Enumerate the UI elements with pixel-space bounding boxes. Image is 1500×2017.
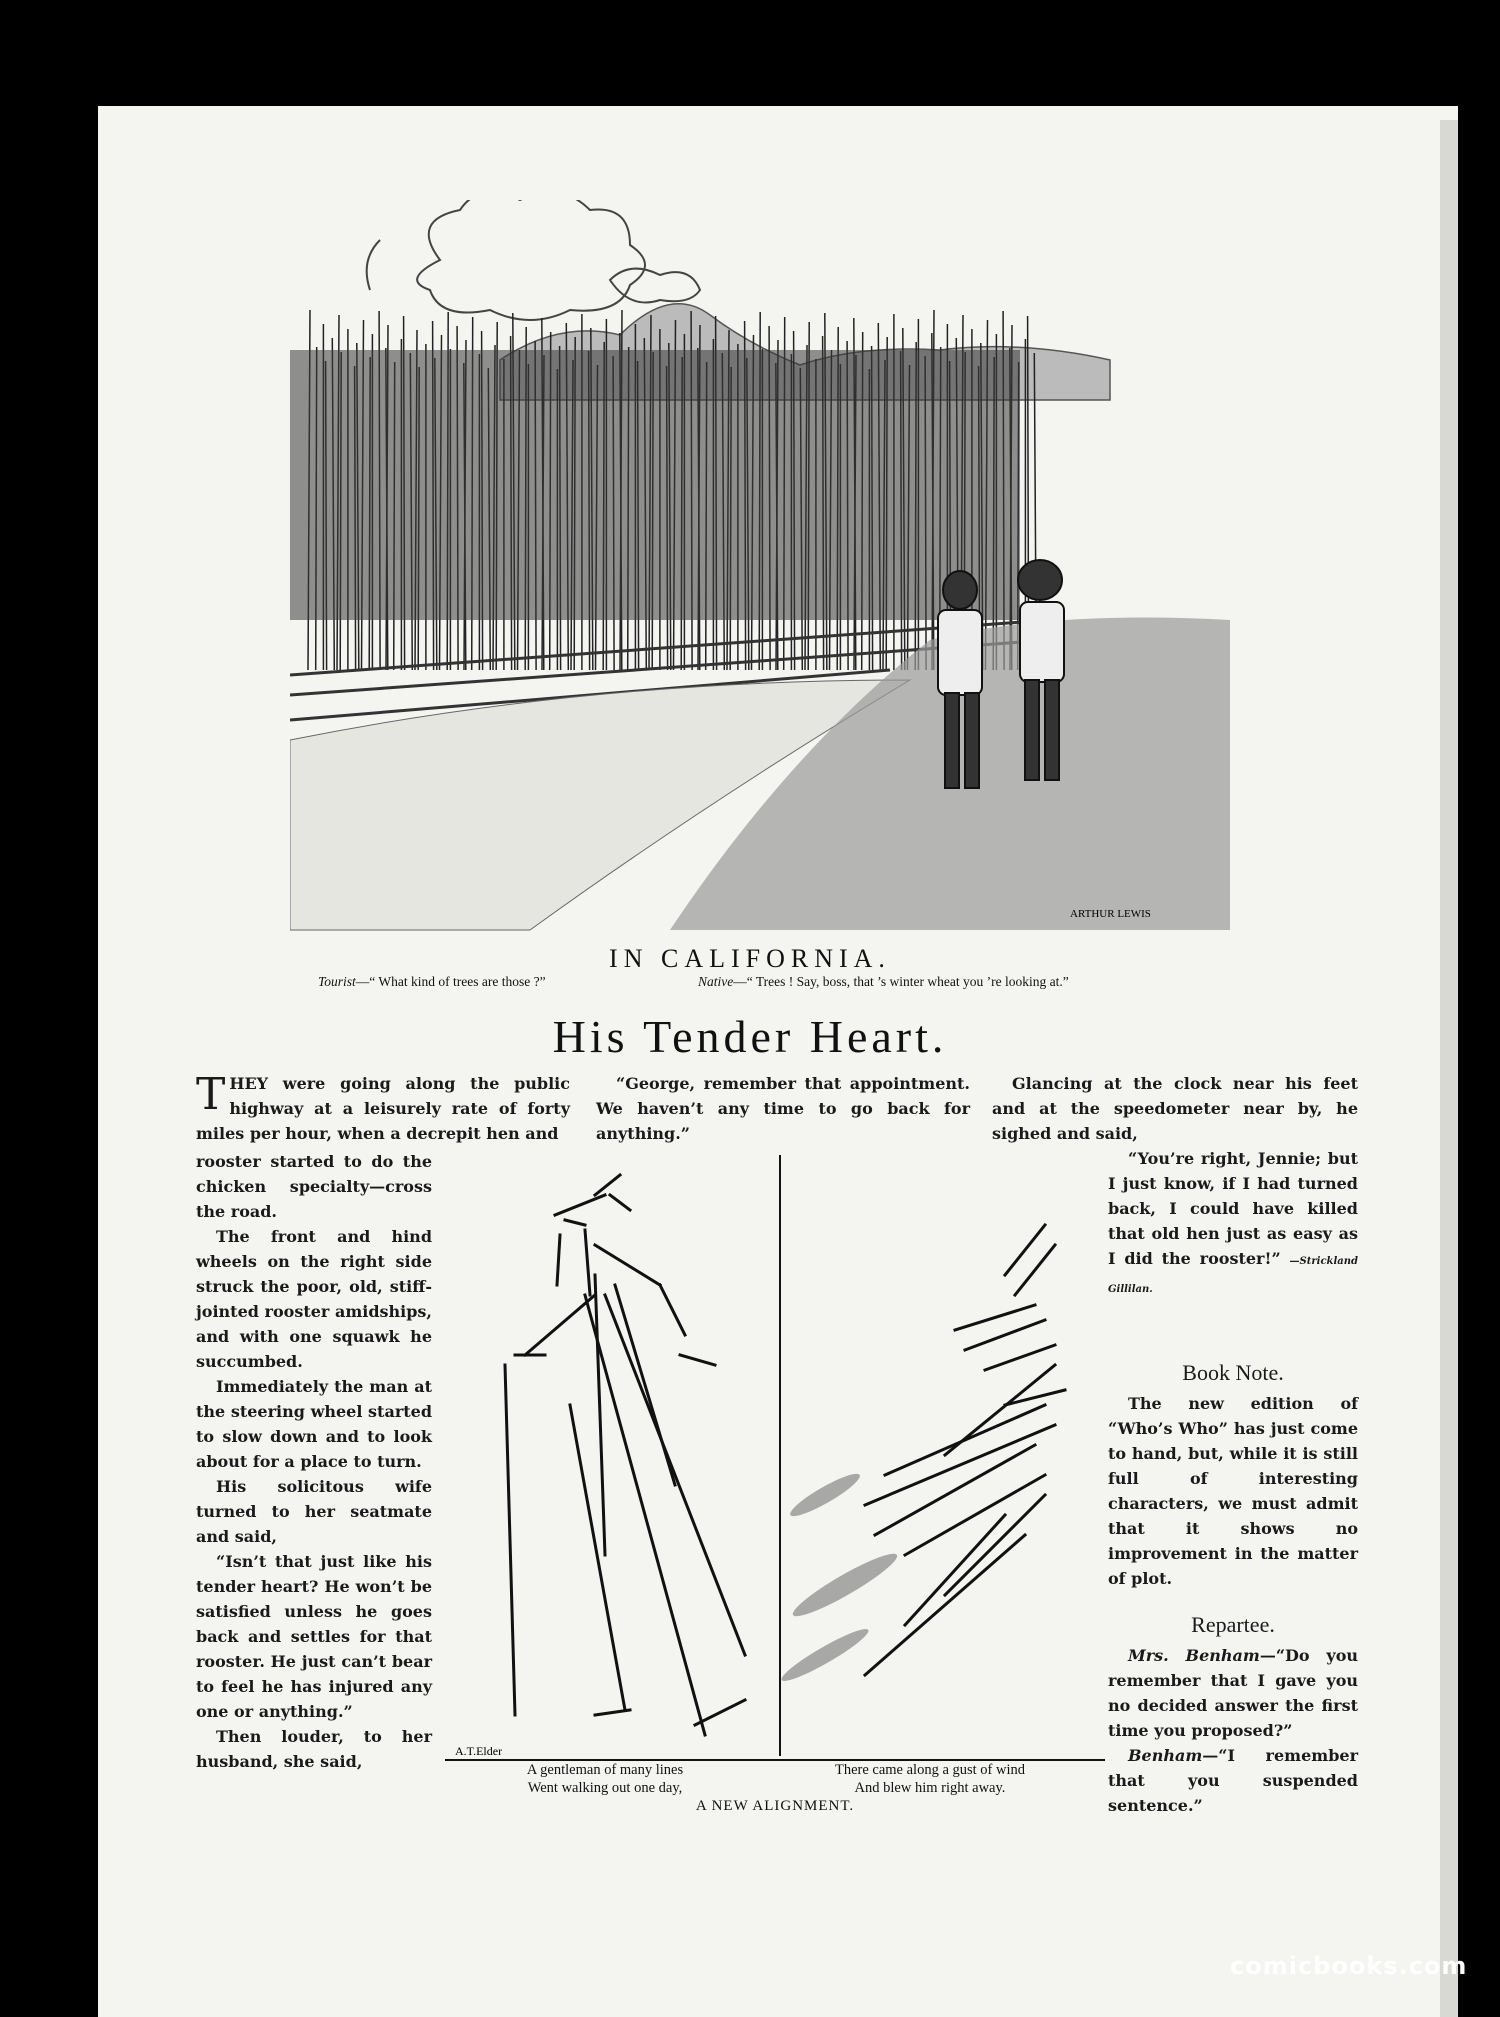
article-headline: His Tender Heart. (552, 1011, 948, 1062)
repartee-section (1108, 1612, 1358, 1818)
repartee-speaker-1: Mrs. Benham (1128, 1646, 1260, 1665)
col3-para-1: Glancing at the clock near his feet and at the speedometer near by, he sighed and said, (992, 1074, 1358, 1143)
col1-para-1-rest: rooster started to do the chicken specialty—cross the road. (196, 1152, 432, 1221)
cartoon-right-line-1: There came along a gust of wind (834, 1762, 1026, 1778)
cartoon-title: A NEW ALIGNMENT. (695, 1798, 855, 1814)
cartoon-signature: A.T.Elder (455, 1744, 503, 1758)
illustration-signature: ARTHUR LEWIS (1070, 908, 1151, 920)
repartee-line-1: —“Do you remember that I gave you no decided answer the first time you proposed?” (1108, 1646, 1358, 1740)
cartoon-caption-right (790, 1761, 1070, 1797)
col3-para-2: “You’re right, Jennie; but I just know, if I had turned back, I could have killed that old hen just as easy as I did the rooster!” (1108, 1149, 1358, 1268)
california-wheat-illustration (290, 200, 1230, 935)
drop-cap: T (196, 1069, 226, 1120)
col1-lead-text: HEY were going along the public highway at a leisurely rate of forty miles per hour, when a decrepit hen and (196, 1074, 570, 1143)
article-column-1-top (196, 1071, 570, 1146)
page-spine-edge (1440, 120, 1458, 2017)
article-column-3 (1108, 1146, 1358, 1302)
article-credit: —Strickland Gillilan. (1108, 1256, 1358, 1295)
tourist-quote: —“ What kind of trees are those ?” (355, 974, 546, 989)
illustration-title: IN CALIFORNIA. (609, 944, 891, 973)
native-speaker: Native (698, 974, 734, 989)
article-column-3-top (992, 1071, 1358, 1146)
site-watermark: comicbooks.com (1230, 1952, 1468, 1980)
article-column-2 (596, 1071, 970, 1146)
repartee-heading: Repartee. (1191, 1612, 1275, 1637)
col1-para-3: Immediately the man at the steering wheel started to slow down and to look about for a place to turn. (196, 1377, 432, 1471)
book-note-text: The new edition of “Who’s Who” has just come to hand, but, while it is still full of interesting characters, we must admit that it shows no improvement in the matter of plot. (1108, 1394, 1358, 1588)
col2-para-1: “George, remember that appointment. We haven’t any time to go back for anything.” (596, 1074, 970, 1143)
cartoon-left-line-2: Went walking out one day, (527, 1780, 683, 1796)
tourist-speaker: Tourist (318, 974, 356, 989)
col1-para-2: The front and hind wheels on the right side struck the poor, old, stiff-jointed rooster amidships, and with one squawk he succumbed. (196, 1227, 432, 1371)
col1-para-5: “Isn’t that just like his tender heart? He won’t be satisfied unless he goes back and settles for that rooster. He just can’t bear to feel he has injured any one or anything.” (196, 1552, 432, 1721)
native-line (698, 974, 1069, 990)
article-column-1 (196, 1149, 432, 1774)
cartoon-left-line-1: A gentleman of many lines (526, 1762, 684, 1778)
native-quote: —“ Trees ! Say, boss, that ’s winter wheat you ’re looking at.” (733, 974, 1069, 989)
repartee-line-2: —“I remember that you suspended sentence.” (1108, 1746, 1358, 1815)
book-note-section (1108, 1360, 1358, 1591)
tourist-line (318, 974, 546, 990)
book-note-heading: Book Note. (1182, 1360, 1284, 1385)
col1-para-6: Then louder, to her husband, she said, (196, 1727, 432, 1771)
col1-para-4: His solicitous wife turned to her seatmate and said, (196, 1477, 432, 1546)
new-alignment-cartoon (445, 1155, 1105, 1765)
cartoon-caption-left (480, 1761, 730, 1797)
cartoon-right-line-2: And blew him right away. (854, 1780, 1006, 1796)
repartee-speaker-2: Benham (1128, 1746, 1203, 1765)
